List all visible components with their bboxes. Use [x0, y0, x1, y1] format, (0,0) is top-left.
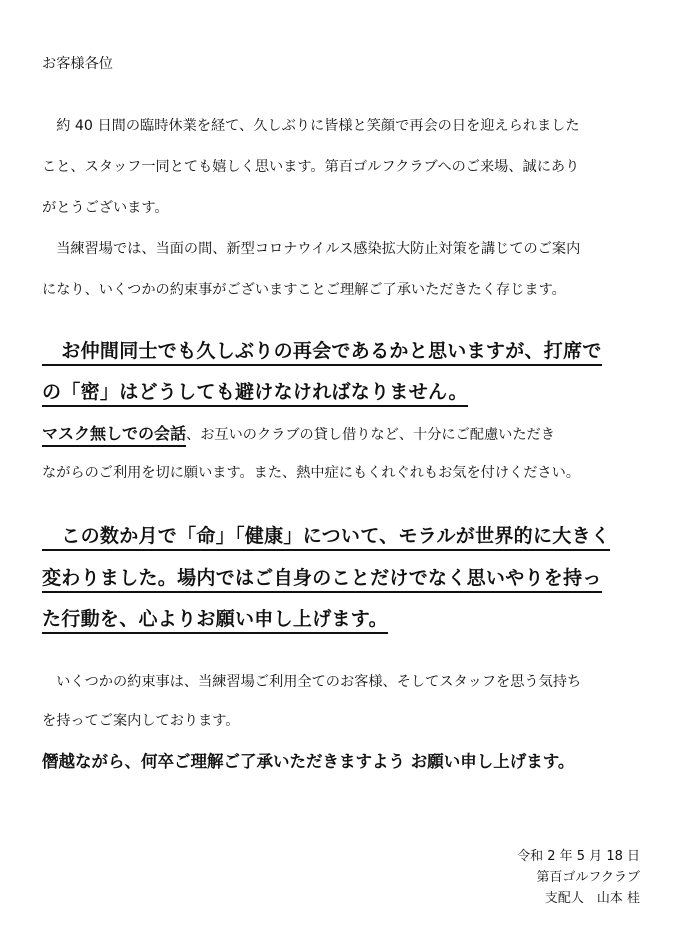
mask-note: マスク無しでの会話: [42, 424, 186, 447]
paragraph-1-line-1: 約 40 日間の臨時休業を経て、久しぶりに皆様と笑顔で再会の日を迎えられました: [42, 118, 580, 134]
emphasis-1-line-1: [42, 337, 602, 365]
emphasis-2-line-1: [42, 522, 610, 550]
signature-person: 支配人 山本 桂: [544, 891, 640, 906]
emphasis-2-line-1-text: この数か月で「命」「健康」について、モラルが世界的に大きく: [42, 525, 610, 551]
emphasis-1-line-1-text: お仲間同士でも久しぶりの再会であるかと思いますが、打席で: [42, 340, 602, 366]
emphasis-2-line-2-text: 変わりました。場内ではご自身のことだけでなく思いやりを持っ: [42, 567, 602, 593]
signature-org: 第百ゴルフクラブ: [536, 870, 640, 885]
paragraph-2-line-1: 当練習場では、当面の間、新型コロナウイルス感染拡大防止対策を講じてのご案内: [42, 241, 581, 257]
emphasis-2-line-3: [42, 605, 388, 633]
paragraph-3-line-2: ながらのご利用を切に願います。また、熱中症にもくれぐれもお気を付けください。: [42, 465, 580, 481]
emphasis-2-line-3-text: た行動を、心よりお願い申し上げます。: [42, 608, 388, 634]
paragraph-3-line-1: [42, 424, 555, 445]
emphasis-2-line-2: [42, 564, 602, 592]
paragraph-2-line-2: になり、いくつかの約束事がございますことご理解ご了承いただきたく存じます。: [42, 282, 566, 298]
paragraph-4-line-1: いくつかの約束事は、当練習場ご利用全てのお客様、そしてスタッフを思う気持ち: [42, 674, 582, 690]
paragraph-1-line-3: がとうございます。: [42, 200, 169, 216]
emphasis-1-line-2: [42, 378, 468, 406]
paragraph-4-line-2: を持ってご案内しております。: [42, 713, 240, 729]
paragraph-3-line-1-rest: 、お互いのクラブの貸し借りなど、十分にご配慮いただき: [186, 427, 555, 443]
signature-date: 令和 2 年 5 月 18 日: [517, 849, 640, 864]
paragraph-1-line-2: こと、スタッフ一同とても嬉しく思います。第百ゴルフクラブへのご来場、誠にあり: [42, 159, 580, 175]
closing-line: 僭越ながら、何卒ご理解ご了承いただきますよう お願い申し上げます。: [42, 752, 575, 771]
salutation: お客様各位: [42, 56, 113, 72]
emphasis-1-line-2-text: の「密」はどうしても避けなければなりません。: [42, 381, 468, 407]
